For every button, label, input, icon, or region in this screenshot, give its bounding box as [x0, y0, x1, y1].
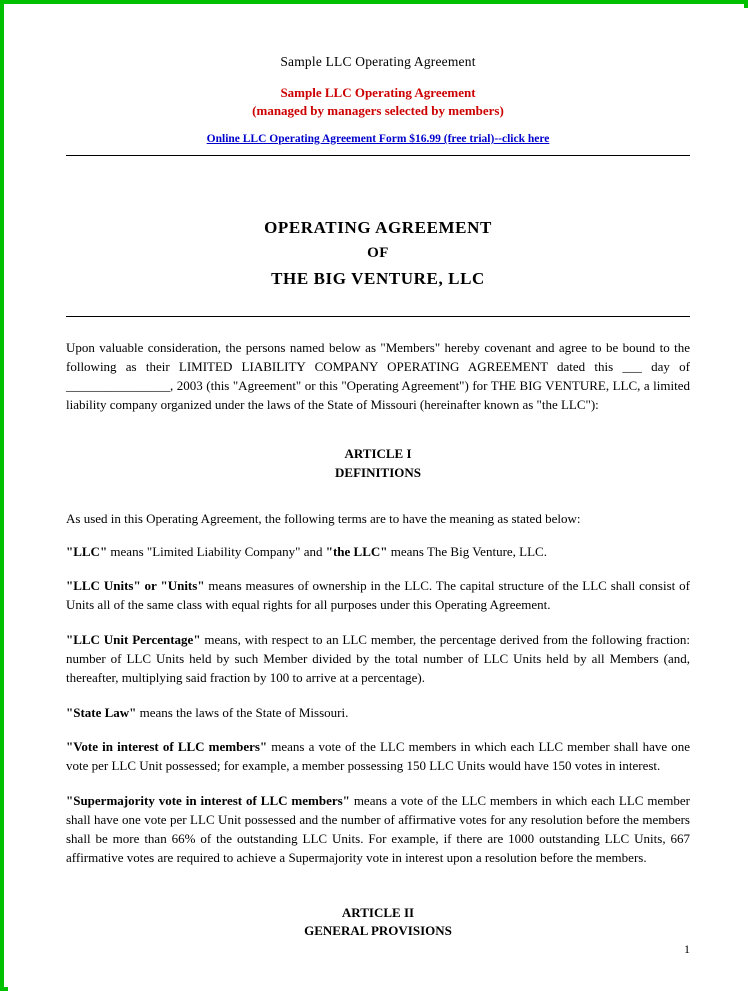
definition-llc-units-term: "LLC Units" or "Units": [66, 578, 205, 594]
article-ii-heading: [66, 904, 690, 942]
definition-llc-text2: means The Big Venture, LLC.: [387, 543, 547, 559]
definition-llc-text: means "Limited Liability Company" and: [107, 543, 326, 559]
article-ii-number: ARTICLE II: [341, 904, 415, 920]
definition-vote-in-interest: [66, 738, 690, 776]
definitions-intro: As used in this Operating Agreement, the following terms are to have the meaning as stated below:: [66, 510, 581, 526]
definition-llc-term: "LLC": [66, 543, 108, 559]
definition-llc-units: [66, 577, 690, 615]
definition-state-law-text: means the laws of the State of Missouri.: [136, 704, 349, 720]
agreement-title-line2: THE BIG VENTURE, LLC: [271, 269, 485, 289]
article-i-number: ARTICLE I: [344, 445, 412, 461]
definition-vote-in-interest-text: means a vote of the LLC members in which each LLC member shall have one vote per LLC Unit possessed; for example, a member possessing 150 LLC Units would have 150 votes in interest.: [66, 739, 690, 774]
document-subtitle-line2: (managed by managers selected by members): [252, 102, 504, 118]
title-divider: [66, 316, 690, 317]
document-subtitle-line1: Sample LLC Operating Agreement: [280, 85, 476, 100]
preamble-paragraph: Upon valuable consideration, the persons named below as "Members" hereby covenant and agree to be bound to the following as their LIMITED LIABILITY COMPANY OPERATING AGREEMENT dated this ___ day of ________________, 2003 (this "Agreement" or this "Operating Agreement") for THE BIG VENTURE, LLC, a limited liability company organized under the laws of the State of Missouri (hereinafter known as "the LLC"):: [66, 340, 690, 412]
document-header-title: Sample LLC Operating Agreement: [280, 54, 476, 69]
definition-vote-in-interest-term: "Vote in interest of LLC members": [66, 739, 268, 755]
agreement-title-block: [66, 214, 690, 292]
definition-llc-units-text: means measures of ownership in the LLC. The capital structure of the LLC shall consist of Units all of the same class with equal rights for all purposes under this Operating Agreement.: [66, 578, 690, 613]
agreement-title-line1: OPERATING AGREEMENT: [264, 218, 492, 238]
definition-llc-unit-percentage: [66, 631, 690, 688]
definition-llc-term2: "the LLC": [325, 543, 388, 559]
page-number: 1: [684, 942, 690, 956]
definition-state-law-term: "State Law": [66, 704, 137, 720]
agreement-title-of: OF: [367, 245, 389, 262]
document-subtitle: [66, 84, 690, 119]
article-ii-title: GENERAL PROVISIONS: [304, 923, 452, 939]
definition-supermajority-vote: [66, 792, 690, 867]
article-i-title: DEFINITIONS: [335, 464, 421, 480]
header-divider: [66, 155, 690, 156]
definition-supermajority-vote-term: "Supermajority vote in interest of LLC members": [66, 793, 350, 809]
online-form-link[interactable]: Online LLC Operating Agreement Form $16.99 (free trial)--click here: [206, 133, 550, 146]
definition-state-law: [66, 704, 690, 723]
definition-llc-unit-percentage-term: "LLC Unit Percentage": [66, 632, 201, 648]
document-page: [8, 8, 748, 991]
article-i-heading: [66, 445, 690, 483]
definition-supermajority-vote-text: means a vote of the LLC members in which each LLC member shall have one vote per LLC Unit possessed and the number of affirmative votes for any resolution before the members shall be more than 66% of the outstanding LLC Units. For example, if there are 1000 outstanding LLC Units, 667 affirmative votes are required to achieve a Supermajority vote in interest upon a resolution before the members.: [66, 793, 690, 865]
definition-llc-unit-percentage-text: means, with respect to an LLC member, the percentage derived from the following fraction: number of LLC Units held by such Member divided by the total number of LLC Units held by all Members (and, thereafter, multiplying said fraction by 100 to arrive at a percentage).: [66, 632, 690, 685]
definition-llc: [66, 543, 690, 562]
